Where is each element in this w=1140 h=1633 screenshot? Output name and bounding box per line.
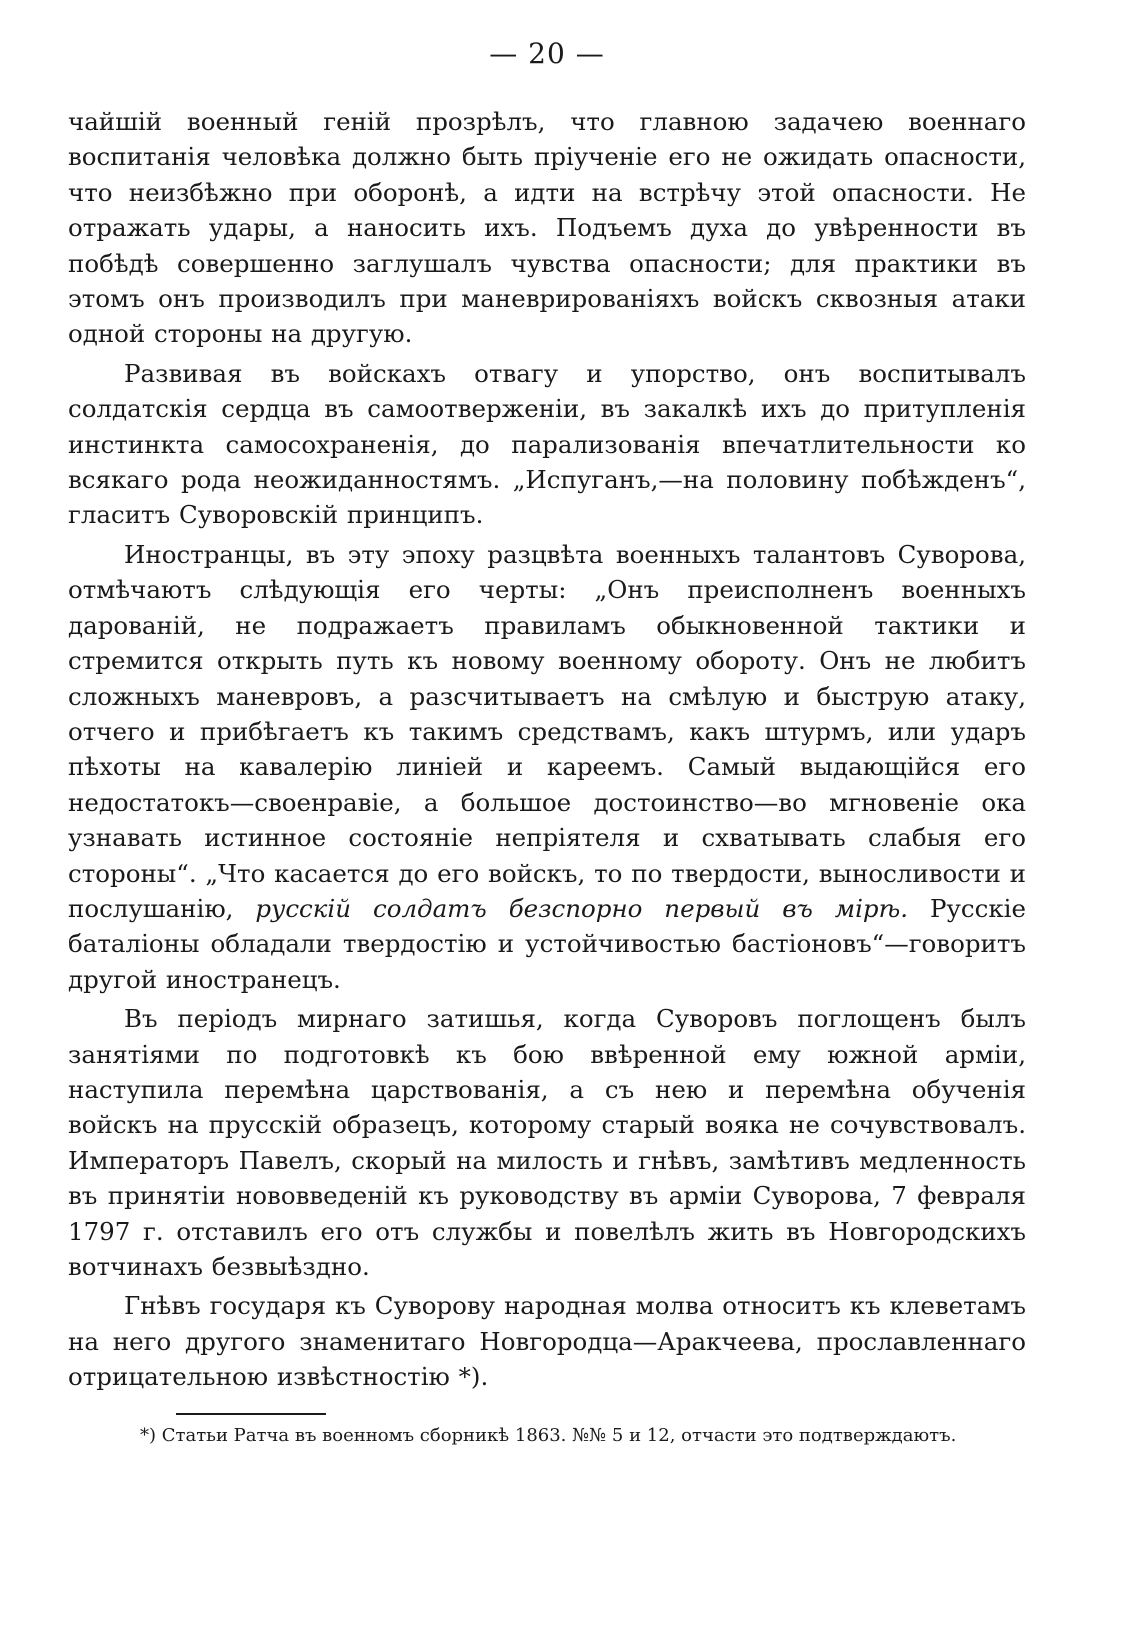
book-page	[68, 36, 1026, 1449]
paragraph-3-tail: Русскіе баталіоны обладали твердостію и устойчивостью бастіоновъ“—говоритъ другой иностранецъ.	[68, 893, 1026, 994]
paragraph-1: чайшій военный геній прозрѣлъ, что главною задачею военнаго воспитанія человѣка должно быть пріученіе его не ожидать опасности, что неизбѣжно при оборонѣ, а идти на встрѣчу этой опасности. Не отражать удары, а наносить ихъ. Подъемъ духа до увѣренности въ побѣдѣ совершенно заглушалъ чувства опасности; для практики въ этомъ онъ производилъ при маневрированіяхъ войскъ сквозныя атаки одной стороны на другую.	[68, 107, 1026, 349]
paragraph-3	[68, 537, 1026, 997]
footnote-divider	[176, 1413, 326, 1415]
paragraph-4: Въ періодъ мирнаго затишья, когда Суворовъ поглощенъ былъ занятіями по подготовкѣ къ бою ввѣренной ему южной арміи, наступила перемѣна царствованія, а съ нею и перемѣна обученія войскъ на прусскій образецъ, которому старый вояка не сочувствовалъ. Императоръ Павелъ, скорый на милость и гнѣвъ, замѣтивъ медленность въ принятіи нововведеній къ руководству въ арміи Суворова, 7 февраля 1797 г. отставилъ его отъ службы и повелѣлъ жить въ Новгородскихъ вотчинахъ безвыѣздно.	[68, 1004, 1026, 1281]
paragraph-5: Гнѣвъ государя къ Суворову народная молва относитъ къ клеветамъ на него другого знаменитаго Новгородца—Аракчеева, прославленнаго отрицательною извѣстностію *).	[68, 1291, 1026, 1392]
page-number: — 20 —	[489, 37, 605, 70]
paragraph-3-text: Иностранцы, въ эту эпоху разцвѣта военныхъ талантовъ Суворова, отмѣчаютъ слѣдующія его черты: „Онъ преисполненъ военныхъ дарованій, не подражаетъ правиламъ обыкновенной тактики и стремится открыть путь къ новому военному обороту. Онъ не любитъ сложныхъ маневровъ, а разсчитываетъ на смѣлую и быструю атаку, отчего и прибѣгаетъ къ такимъ средствамъ, какъ штурмъ, или ударъ пѣхоты на кавалерію линіей и кареемъ. Самый выдающійся его недостатокъ—своенравіе, а большое достоинство—во мгновеніе ока узнавать истинное состояніе непріятеля и схватывать слабыя его стороны“. „Что касается до его войскъ, то по твердости, выносливости и послушанію,	[68, 539, 1026, 923]
footnote: *) Статьи Ратча въ военномъ сборникѣ 1863. №№ 5 и 12, отчасти это подтверждаютъ.	[140, 1424, 957, 1446]
italic-emphasis: русскій солдатъ безспорно первый въ мірѣ.	[255, 893, 909, 923]
paragraph-2: Развивая въ войскахъ отвагу и упорство, онъ воспитывалъ солдатскія сердца въ самоотверженіи, въ закалкѣ ихъ до притупленія инстинкта самосохраненія, до парализованія впечатлительности ко всякаго рода неожиданностямъ. „Испуганъ,—на половину побѣжденъ“, гласитъ Суворовскій принципъ.	[68, 358, 1026, 530]
